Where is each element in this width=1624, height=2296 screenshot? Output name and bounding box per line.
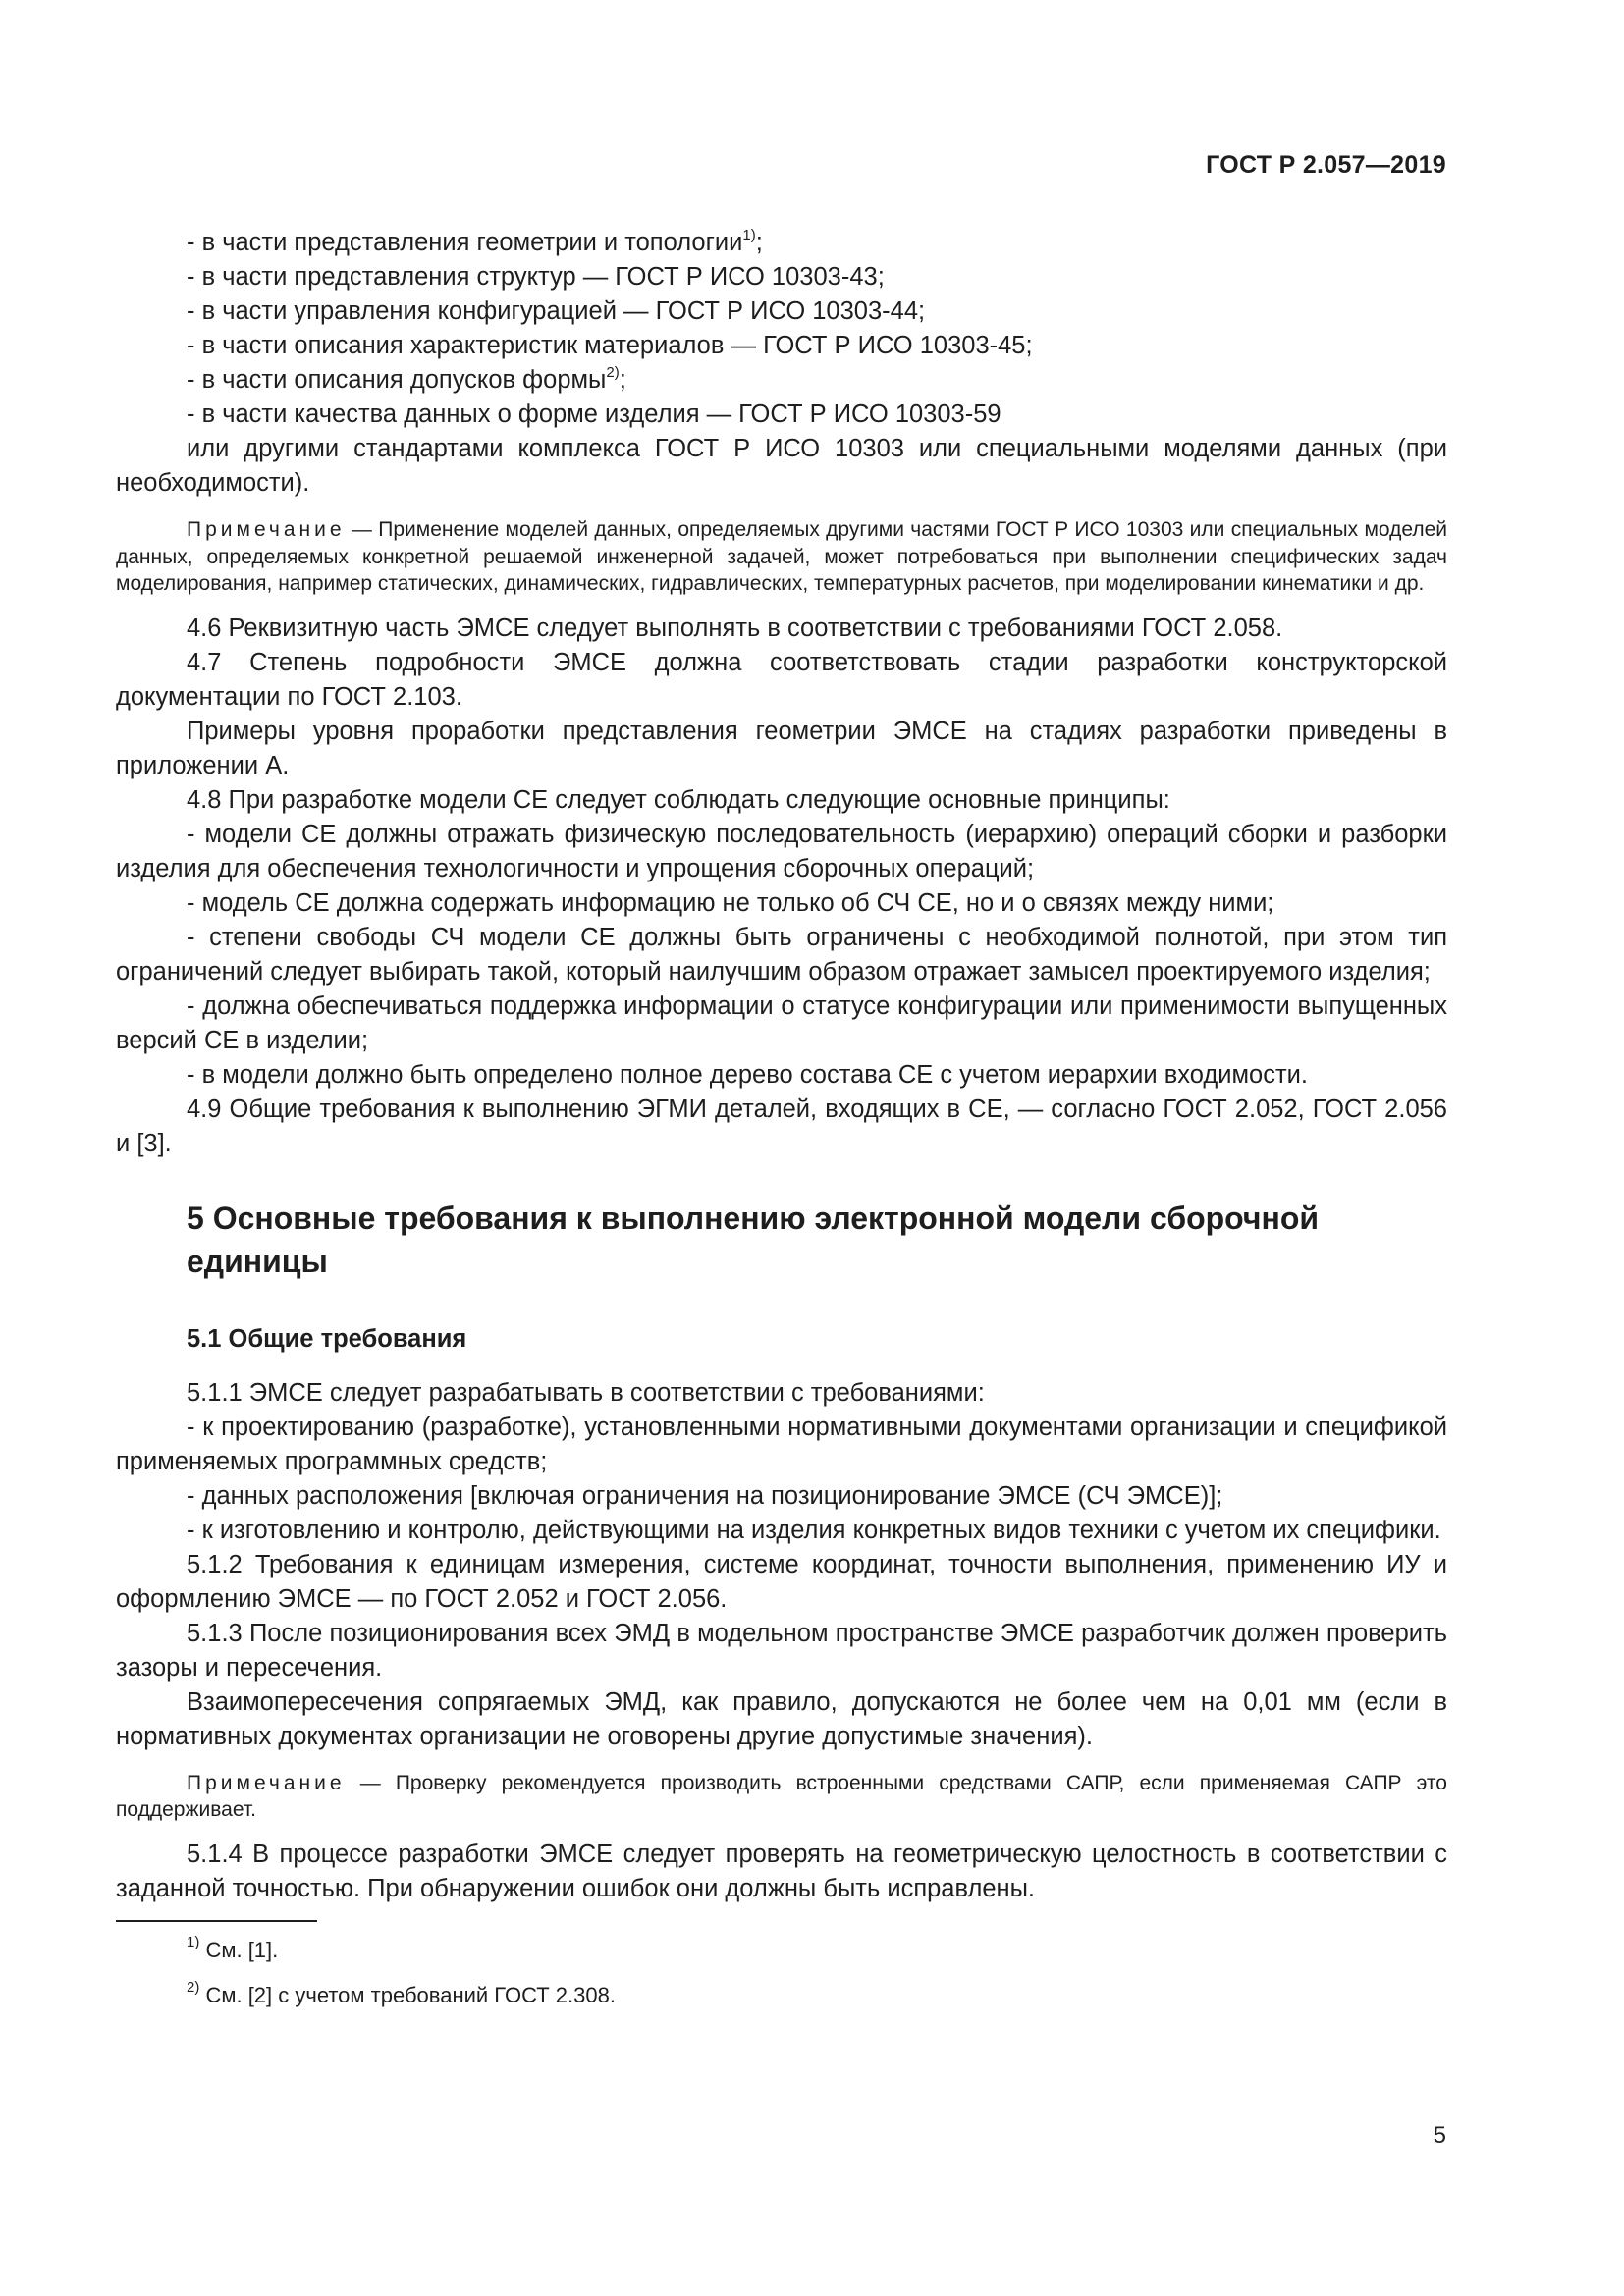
list-item: - модель СЕ должна содержать информацию не только об СЧ СЕ, но и о связях между ними; (187, 888, 1274, 917)
footnote-mark: 2) (187, 1978, 200, 1996)
list-item: - к проектированию (разработке), установленными нормативными документами организации и спецификой применяемых программных средств; (116, 1413, 1447, 1475)
footnote-ref: 1) (742, 227, 756, 243)
footnote-ref: 2) (606, 364, 620, 381)
list-item: - степени свободы СЧ модели СЕ должны быть ограничены с необходимой полнотой, при этом тип ограничений следует выбирать такой, который наилучшим образом отражает замысел проектируемого изделия; (116, 923, 1447, 986)
paragraph: или другими стандартами комплекса ГОСТ Р ИСО 10303 или специальными моделями данных (при необходимости). (116, 435, 1447, 497)
paragraph: 4.9 Общие требования к выполнению ЭГМИ деталей, входящих в СЕ, — согласно ГОСТ 2.052, ГОСТ 2.056 и [3]. (116, 1095, 1447, 1157)
paragraph: 4.8 При разработке модели СЕ следует соблюдать следующие основные принципы: (187, 785, 1170, 814)
list-item-text: - в части представления геометрии и топологии (187, 229, 743, 256)
list-item: - в модели должно быть определено полное дерево состава СЕ с учетом иерархии входимости. (187, 1060, 1308, 1089)
document-code: ГОСТ Р 2.057—2019 (1206, 151, 1446, 179)
paragraph: 4.7 Степень подробности ЭМСЕ должна соответствовать стадии разработки конструкторской документации по ГОСТ 2.103. (116, 648, 1447, 711)
footnote-mark: 1) (187, 1933, 200, 1950)
paragraph: 5.1.4 В процессе разработки ЭМСЕ следует проверять на геометрическую целостность в соответствии с заданной точностью. При обнаружении ошибок они должны быть исправлены. (116, 1840, 1447, 1902)
list-item: - должна обеспечиваться поддержка информации о статусе конфигурации или применимости выпущенных версий СЕ в изделии; (116, 991, 1447, 1054)
list-item (116, 363, 1447, 398)
section-heading: 5 Основные требования к выполнению электронной модели сборочной единицы (187, 1200, 1320, 1279)
list-item (116, 226, 1447, 260)
footnote-text: См. [1]. (199, 1937, 279, 1962)
note (116, 516, 1447, 598)
list-item: - в части представления структур — ГОСТ Р ИСО 10303-43; (187, 263, 885, 291)
note (116, 1770, 1447, 1824)
subsection-heading: 5.1 Общие требования (187, 1324, 467, 1353)
note-label: Примечание (187, 518, 346, 541)
list-item-end: ; (755, 229, 763, 256)
footnote (187, 1978, 1447, 2010)
page-number: 5 (1433, 2122, 1446, 2149)
note-label: Примечание (187, 1771, 346, 1794)
list-item: - данных расположения [включая ограничения на позиционирование ЭМСЕ (СЧ ЭМСЕ)]; (187, 1481, 1223, 1510)
paragraph: Взаимопересечения сопрягаемых ЭМД, как правило, допускаются не более чем на 0,01 мм (если в нормативных документах организации не оговорены другие допустимые значения). (116, 1687, 1447, 1750)
list-item-text: - в части описания допусков формы (187, 366, 607, 394)
list-item: - в части управления конфигурацией — ГОСТ Р ИСО 10303-44; (187, 297, 926, 325)
paragraph: 4.6 Реквизитную часть ЭМСЕ следует выполнять в соответствии с требованиями ГОСТ 2.058. (187, 614, 1283, 642)
footnote (187, 1933, 1447, 1965)
paragraph: Примеры уровня проработки представления геометрии ЭМСЕ на стадиях разработки приведены в приложении А. (116, 717, 1447, 779)
list-item: - модели СЕ должны отражать физическую последовательность (иерархию) операций сборки и разборки изделия для обеспечения технологичности и упрощения сборочных операций; (116, 820, 1447, 882)
footnote-text: См. [2] с учетом требований ГОСТ 2.308. (199, 1982, 616, 2007)
note-text: — Применение моделей данных, определяемых другими частями ГОСТ Р ИСО 10303 или специальных моделей данных, определяемых конкретной решаемой инженерной задачей, может потребоваться при выполнении специфических задач моделирования, например статических, динамических, гидравлических, температурных расчетов, при моделировании кинематики и др. (116, 518, 1447, 595)
list-item-end: ; (619, 366, 626, 394)
paragraph: 5.1.1 ЭМСЕ следует разрабатывать в соответствии с требованиями: (187, 1378, 985, 1407)
note-text: — Проверку рекомендуется производить встроенными средствами САПР, если применяемая САПР это поддерживает. (116, 1771, 1447, 1821)
list-item: - в части описания характеристик материалов — ГОСТ Р ИСО 10303-45; (187, 332, 1033, 359)
list-item: - к изготовлению и контролю, действующими на изделия конкретных видов техники с учетом их специфики. (187, 1516, 1441, 1544)
paragraph: 5.1.3 После позиционирования всех ЭМД в модельном пространстве ЭМСЕ разработчик должен проверить зазоры и пересечения. (116, 1619, 1447, 1682)
footnote-divider (116, 1920, 317, 1922)
paragraph: 5.1.2 Требования к единицам измерения, системе координат, точности выполнения, применению ИУ и оформлению ЭМСЕ — по ГОСТ 2.052 и ГОСТ 2.056. (116, 1550, 1447, 1613)
list-item: - в части качества данных о форме изделия — ГОСТ Р ИСО 10303-59 (187, 400, 1001, 428)
page-content (116, 226, 1447, 2026)
